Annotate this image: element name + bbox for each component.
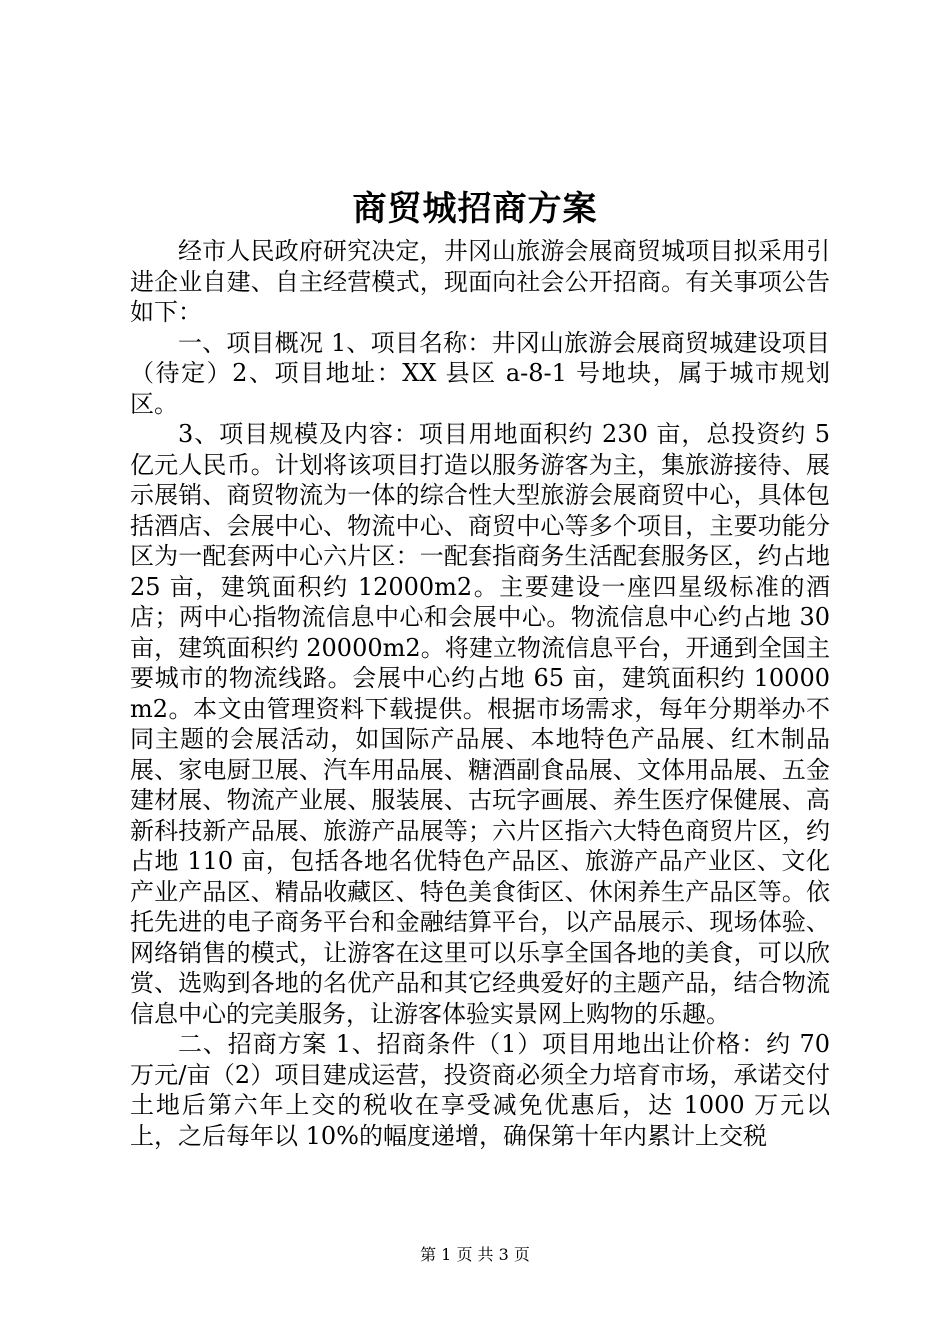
document-body bbox=[130, 236, 830, 1151]
paragraph-investment-plan: 二、招商方案 1、招商条件（1）项目用地出让价格：约 70 万元/亩（2）项目建成运营，投资商必须全力培育市场，承诺交付土地后第六年上交的税收在享受减免优惠后，达 1000 万元以上，之后每年以 10%的幅度递增，确保第十年内累计上交税 bbox=[130, 1030, 830, 1150]
paragraph-intro: 经市人民政府研究决定，井冈山旅游会展商贸城项目拟采用引进企业自建、自主经营模式，现面向社会公开招商。有关事项公告如下： bbox=[130, 237, 830, 326]
paragraph-project-overview: 一、项目概况 1、项目名称：井冈山旅游会展商贸城建设项目（待定）2、项目地址：XX 县区 a-8-1 号地块，属于城市规划区。 bbox=[130, 328, 830, 418]
document-title: 商贸城招商方案 bbox=[352, 189, 598, 229]
paragraph-project-scale: 3、项目规模及内容：项目用地面积约 230 亩，总投资约 5 亿元人民币。计划将该项目打造以服务游客为主，集旅游接待、展示展销、商贸物流为一体的综合性大型旅游会展商贸中心，具体包括酒店、会展中心、物流中心、商贸中心等多个项目，主要功能分区为一配套两中心六片区：一配套指商务生活配套服务区，约占地 25 亩，建筑面积约 12000m2。主要建设一座四星级标准的酒店；两中心指物流信息中心和会展中心。物流信息中心约占地 30 亩，建筑面积约 20000m2。将建立物流信息平台，开通到全国主要城市的物流线路。会展中心约占地 65 亩，建筑面积约 10000m2。本文由管理资料下载提供。根据市场需求，每年分期举办不同主题的会展活动，如国际产品展、本地特色产品展、红木制品展、家电厨卫展、汽车用品展、糖酒副食品展、文体用品展、五金建材展、物流产业展、服装展、古玩字画展、养生医疗保健展、高新科技新产品展、旅游产品展等；六片区指六大特色商贸片区，约占地 110 亩，包括各地名优特色产品区、旅游产品产业区、文化产业产品区、精品收藏区、特色美食街区、休闲养生产品区等。依托先进的电子商务平台和金融结算平台，以产品展示、现场体验、网络销售的模式，让游客在这里可以乐享全国各地的美食，可以欣赏、选购到各地的名优产品和其它经典爱好的主题产品，结合物流信息中心的完美服务，让游客体验实景网上购物的乐趣。 bbox=[130, 420, 830, 1028]
page-footer: 第 1 页 共 3 页 bbox=[420, 1245, 530, 1264]
